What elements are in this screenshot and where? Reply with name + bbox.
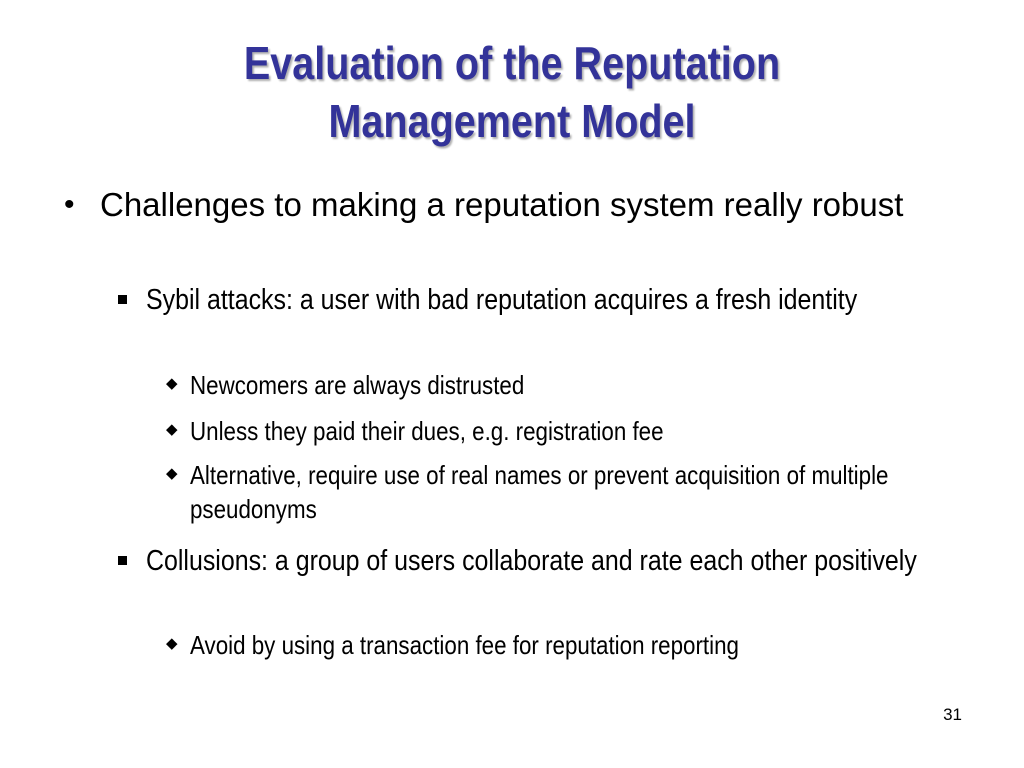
bullet-text: Collusions: a group of users collaborate and rate each other positively bbox=[146, 545, 917, 577]
title-line-2: Management Model bbox=[328, 95, 696, 147]
bullet-text: Avoid by using a transaction fee for reputation reporting bbox=[190, 630, 739, 660]
bullet-text: Sybil attacks: a user with bad reputation acquires a fresh identity bbox=[146, 284, 858, 316]
bullet-text: Unless they paid their dues, e.g. registration fee bbox=[190, 416, 664, 446]
bullet-text: Newcomers are always distrusted bbox=[190, 370, 525, 400]
diamond-bullet-icon: ◆ bbox=[166, 375, 178, 392]
bullet-item-level-3 bbox=[166, 628, 1024, 662]
bullet-text: Challenges to making a reputation system really robust bbox=[100, 186, 904, 223]
diamond-bullet-icon: ◆ bbox=[166, 465, 178, 482]
page-number: 31 bbox=[943, 705, 962, 724]
bullet-item-level-2 bbox=[146, 282, 1024, 319]
bullet-text: Alternative, require use of real names or prevent acquisition of multiple pseudonyms bbox=[190, 460, 889, 524]
diamond-bullet-icon: ◆ bbox=[166, 421, 178, 438]
diamond-bullet-icon: ◆ bbox=[166, 635, 178, 652]
bullet-item-level-2 bbox=[146, 543, 1024, 580]
round-bullet-icon: • bbox=[64, 188, 75, 221]
bullet-item-level-3 bbox=[166, 414, 1024, 448]
bullet-item-level-1 bbox=[64, 184, 970, 226]
square-bullet-icon bbox=[118, 556, 127, 565]
square-bullet-icon bbox=[118, 295, 127, 304]
bullet-item-level-3 bbox=[166, 368, 1024, 402]
bullet-item-level-3 bbox=[166, 458, 1024, 526]
title-line-1: Evaluation of the Reputation bbox=[243, 37, 781, 89]
